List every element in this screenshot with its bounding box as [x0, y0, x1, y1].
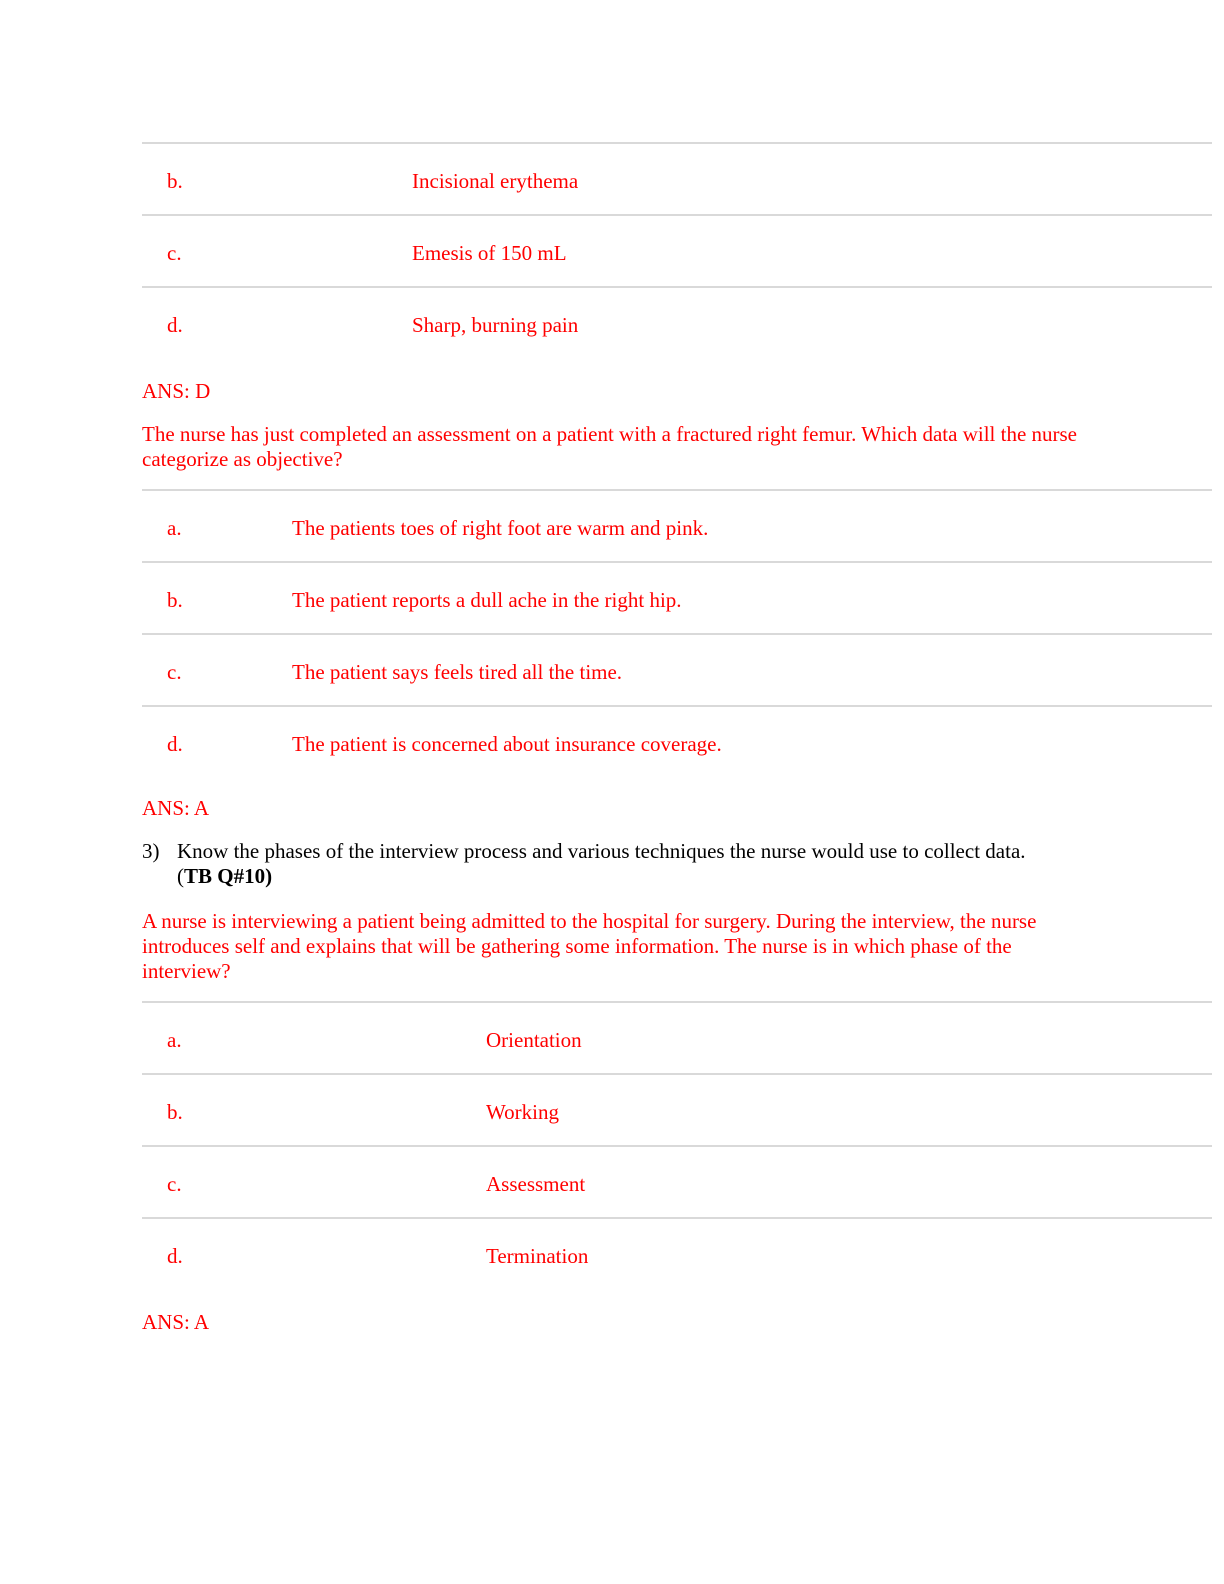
option-text: Orientation: [486, 1028, 582, 1052]
option-text: The patients toes of right foot are warm and pink.: [292, 516, 709, 540]
option-letter: d.: [167, 732, 183, 756]
option-letter: c.: [167, 660, 182, 684]
option-row: [142, 288, 1212, 358]
option-text: The patient reports a dull ache in the right hip.: [292, 588, 682, 612]
option-row: [142, 1219, 1212, 1289]
answer-q2: ANS: A: [142, 796, 210, 820]
option-text: Termination: [486, 1244, 589, 1268]
option-row: [142, 563, 1212, 635]
options-table-q2: [142, 489, 1212, 777]
option-letter: c.: [167, 241, 182, 265]
option-text: Incisional erythema: [412, 169, 579, 193]
option-text: The patient says feels tired all the time.: [292, 660, 623, 684]
options-table-q1: [142, 142, 1212, 358]
answer-q3: ANS: A: [142, 1310, 210, 1334]
option-row: [142, 216, 1212, 288]
section-ref: TB Q#10): [184, 864, 273, 888]
option-row: [142, 1003, 1212, 1075]
option-row: [142, 1075, 1212, 1147]
option-letter: a.: [167, 1028, 182, 1052]
option-letter: b.: [167, 588, 183, 612]
option-row: [142, 491, 1212, 563]
option-letter: b.: [167, 169, 183, 193]
section-heading: [142, 839, 1077, 889]
option-letter: a.: [167, 516, 182, 540]
question-q3: A nurse is interviewing a patient being admitted to the hospital for surgery. During the interview, the nurse introduces self and explains that will be gathering some information. The nurse is in which phase of the interview?: [142, 909, 1037, 983]
option-row: [142, 144, 1212, 216]
option-row: [142, 1147, 1212, 1219]
option-text: Sharp, burning pain: [412, 313, 579, 337]
answer-q1: ANS: D: [142, 379, 211, 403]
document-page: [142, 142, 1212, 1335]
option-letter: c.: [167, 1172, 182, 1196]
option-text: Working: [486, 1100, 559, 1124]
section-number: 3): [142, 839, 160, 863]
section-text: Know the phases of the interview process and various techniques the nurse would use to collect data.: [177, 839, 1026, 863]
option-letter: d.: [167, 1244, 183, 1268]
question-q2: The nurse has just completed an assessment on a patient with a fractured right femur. Which data will the nurse categorize as objective?: [142, 422, 1078, 471]
options-table-q3: [142, 1001, 1212, 1289]
option-text: Assessment: [486, 1172, 586, 1196]
option-text: Emesis of 150 mL: [412, 241, 567, 265]
option-row: [142, 635, 1212, 707]
option-text: The patient is concerned about insurance coverage.: [292, 732, 722, 756]
option-row: [142, 707, 1212, 777]
option-letter: b.: [167, 1100, 183, 1124]
section-ref-open: (: [177, 864, 184, 888]
option-letter: d.: [167, 313, 183, 337]
